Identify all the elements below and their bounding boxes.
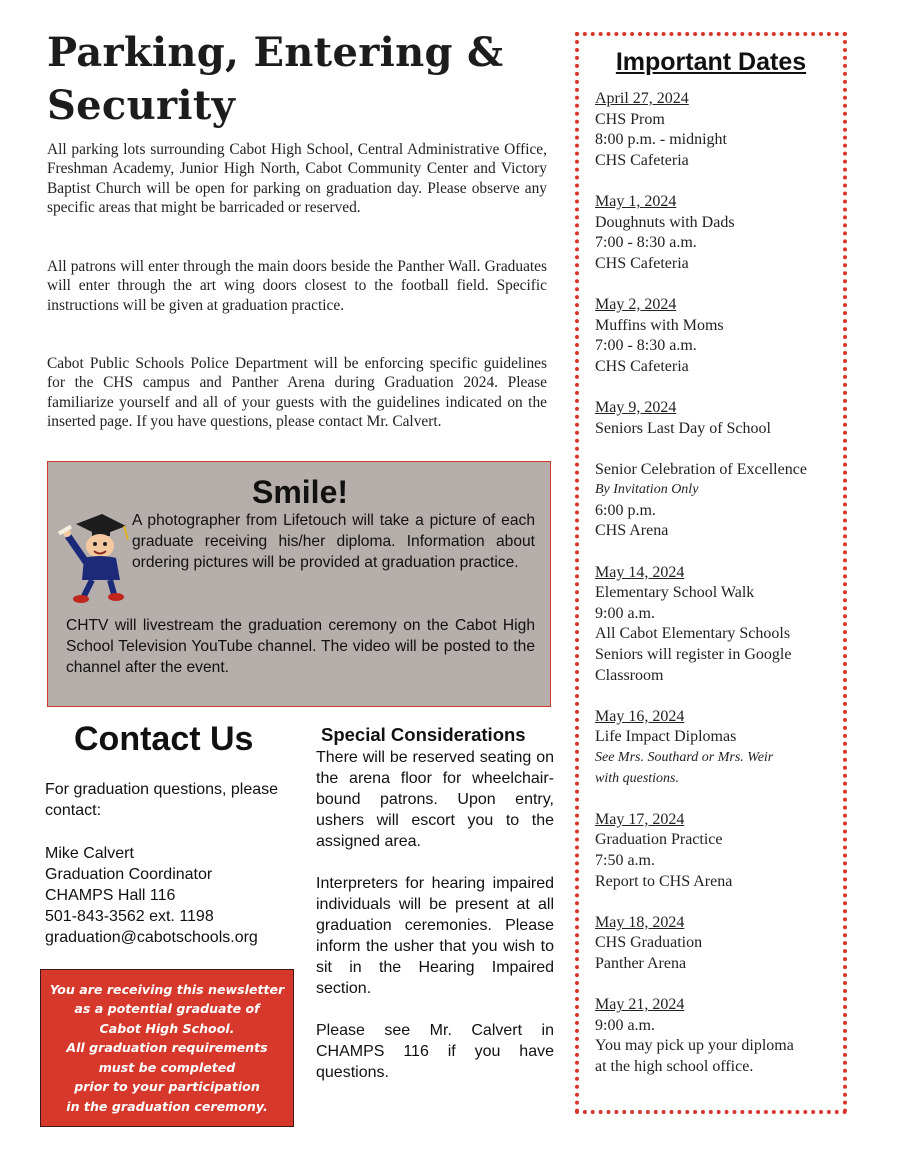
date-note: with questions.	[595, 770, 680, 786]
date-label: May 1, 2024	[595, 192, 677, 210]
special-considerations-heading: Special Considerations	[321, 724, 526, 745]
newsletter-notice	[40, 969, 294, 1127]
date-note: See Mrs. Southard or Mrs. Weir	[595, 750, 774, 765]
page-title-line-1: Parking, Entering &	[47, 29, 504, 76]
date-label: May 18, 2024	[595, 913, 685, 931]
date-label: May 9, 2024	[595, 398, 677, 416]
date-detail: CHS Cafeteria	[595, 357, 689, 375]
date-entry	[595, 913, 845, 975]
interpreters-paragraph: Interpreters for hearing impaired individuals will be present at all graduation ceremonies. Please inform the usher that you wish to sit in the Hearing Impaired section.	[316, 875, 554, 997]
notice-line: prior to your participation	[74, 1079, 260, 1095]
date-label: May 17, 2024	[595, 810, 685, 828]
date-detail: 9:00 a.m.	[595, 1016, 655, 1034]
date-detail: CHS Prom	[595, 110, 665, 128]
notice-line: All graduation requirements	[66, 1040, 268, 1056]
date-detail: Panther Arena	[595, 954, 687, 972]
date-detail: 6:00 p.m.	[595, 501, 656, 519]
date-label: May 21, 2024	[595, 996, 685, 1014]
page-title	[47, 26, 567, 132]
smile-heading: Smile!	[251, 474, 349, 510]
date-note: By Invitation Only	[595, 482, 699, 498]
date-detail: Classroom	[595, 666, 664, 684]
contact-intro: For graduation questions, please contact:	[45, 781, 279, 819]
date-entry	[595, 707, 845, 789]
date-detail: 7:50 a.m.	[595, 851, 655, 869]
notice-line: Cabot High School.	[99, 1020, 235, 1036]
important-dates-heading: Important Dates	[615, 48, 807, 76]
contact-role: Graduation Coordinator	[45, 866, 213, 883]
graduate-cartoon-icon	[54, 506, 134, 606]
date-label: May 2, 2024	[595, 295, 677, 313]
notice-text	[45, 980, 289, 1116]
date-label: May 16, 2024	[595, 707, 685, 725]
date-label: April 27, 2024	[595, 90, 689, 107]
date-detail: Senior Celebration of Excellence	[595, 460, 807, 478]
date-detail: Elementary School Walk	[595, 584, 755, 602]
page-title-line-2: Security	[47, 82, 236, 129]
seating-paragraph: There will be reserved seating on the arena floor for wheelchair-bound patrons. Upon entry, ushers will escort you to the assigned area.	[316, 749, 554, 850]
date-detail: Doughnuts with Dads	[595, 213, 735, 231]
contact-name: Mike Calvert	[45, 845, 134, 862]
notice-line: as a potential graduate of	[74, 1001, 260, 1017]
date-detail: Seniors Last Day of School	[595, 419, 771, 437]
important-dates-list	[595, 89, 845, 1098]
smile-box	[47, 461, 551, 707]
date-detail: CHS Cafeteria	[595, 151, 689, 169]
livestream-paragraph: CHTV will livestream the graduation ceremony on the Cabot High School Television YouTube channel. The video will be posted to the channel after the event.	[66, 617, 535, 676]
date-detail: 9:00 a.m.	[595, 604, 655, 622]
contact-phone: 501-843-3562 ext. 1198	[45, 908, 214, 925]
date-detail: Graduation Practice	[595, 831, 723, 849]
date-detail: Life Impact Diplomas	[595, 728, 737, 746]
date-entry	[595, 995, 845, 1077]
important-dates-box	[575, 32, 847, 1114]
photographer-paragraph: A photographer from Lifetouch will take a picture of each graduate receiving his/her diploma. Information about ordering pictures will be provided at graduation practice.	[132, 512, 535, 571]
special-considerations-text	[316, 747, 554, 1104]
date-detail: CHS Graduation	[595, 934, 703, 952]
date-detail: CHS Cafeteria	[595, 254, 689, 272]
date-entry	[595, 563, 845, 687]
date-detail: Report to CHS Arena	[595, 872, 733, 890]
date-entry	[595, 89, 845, 171]
questions-paragraph: Please see Mr. Calvert in CHAMPS 116 if you have questions.	[316, 1022, 554, 1081]
contact-email[interactable]: graduation@cabotschools.org	[45, 929, 258, 946]
notice-line: You are receiving this newsletter	[49, 982, 285, 998]
notice-line: in the graduation ceremony.	[66, 1098, 268, 1114]
contact-heading: Contact Us	[74, 720, 254, 758]
notice-line: must be completed	[98, 1059, 236, 1075]
date-entry	[595, 192, 845, 274]
date-detail: at the high school office.	[595, 1057, 754, 1075]
date-entry	[595, 398, 845, 439]
date-entry	[595, 295, 845, 377]
date-detail: All Cabot Elementary Schools	[595, 625, 791, 643]
date-detail: 8:00 p.m. - midnight	[595, 131, 727, 149]
date-detail: Muffins with Moms	[595, 316, 724, 334]
date-entry	[595, 810, 845, 892]
parking-paragraph: All parking lots surrounding Cabot High School, Central Administrative Office, Freshman Academy, Junior High North, Cabot Community Center and Victory Baptist Church will be open for parking on graduation day. Please observe any specific areas that might be barricaded or reserved.	[47, 141, 547, 217]
contact-details	[45, 843, 295, 948]
date-detail: CHS Arena	[595, 522, 669, 540]
date-label: May 14, 2024	[595, 563, 685, 581]
date-detail: Seniors will register in Google	[595, 646, 792, 664]
date-detail: You may pick up your diploma	[595, 1037, 794, 1055]
date-detail: 7:00 - 8:30 a.m.	[595, 337, 697, 355]
entering-paragraph: All patrons will enter through the main doors beside the Panther Wall. Graduates will enter through the art wing doors closest to the football field. Specific instructions will be given at graduation practice.	[47, 258, 547, 314]
date-entry	[595, 460, 845, 542]
date-detail: 7:00 - 8:30 a.m.	[595, 234, 697, 252]
security-paragraph: Cabot Public Schools Police Department will be enforcing specific guidelines for the CHS campus and Panther Arena during Graduation 2024. Please familiarize yourself and all of your guests with the guidelines indicated on the inserted page. If you have questions, please contact Mr. Calvert.	[47, 355, 547, 431]
contact-office: CHAMPS Hall 116	[45, 887, 176, 904]
